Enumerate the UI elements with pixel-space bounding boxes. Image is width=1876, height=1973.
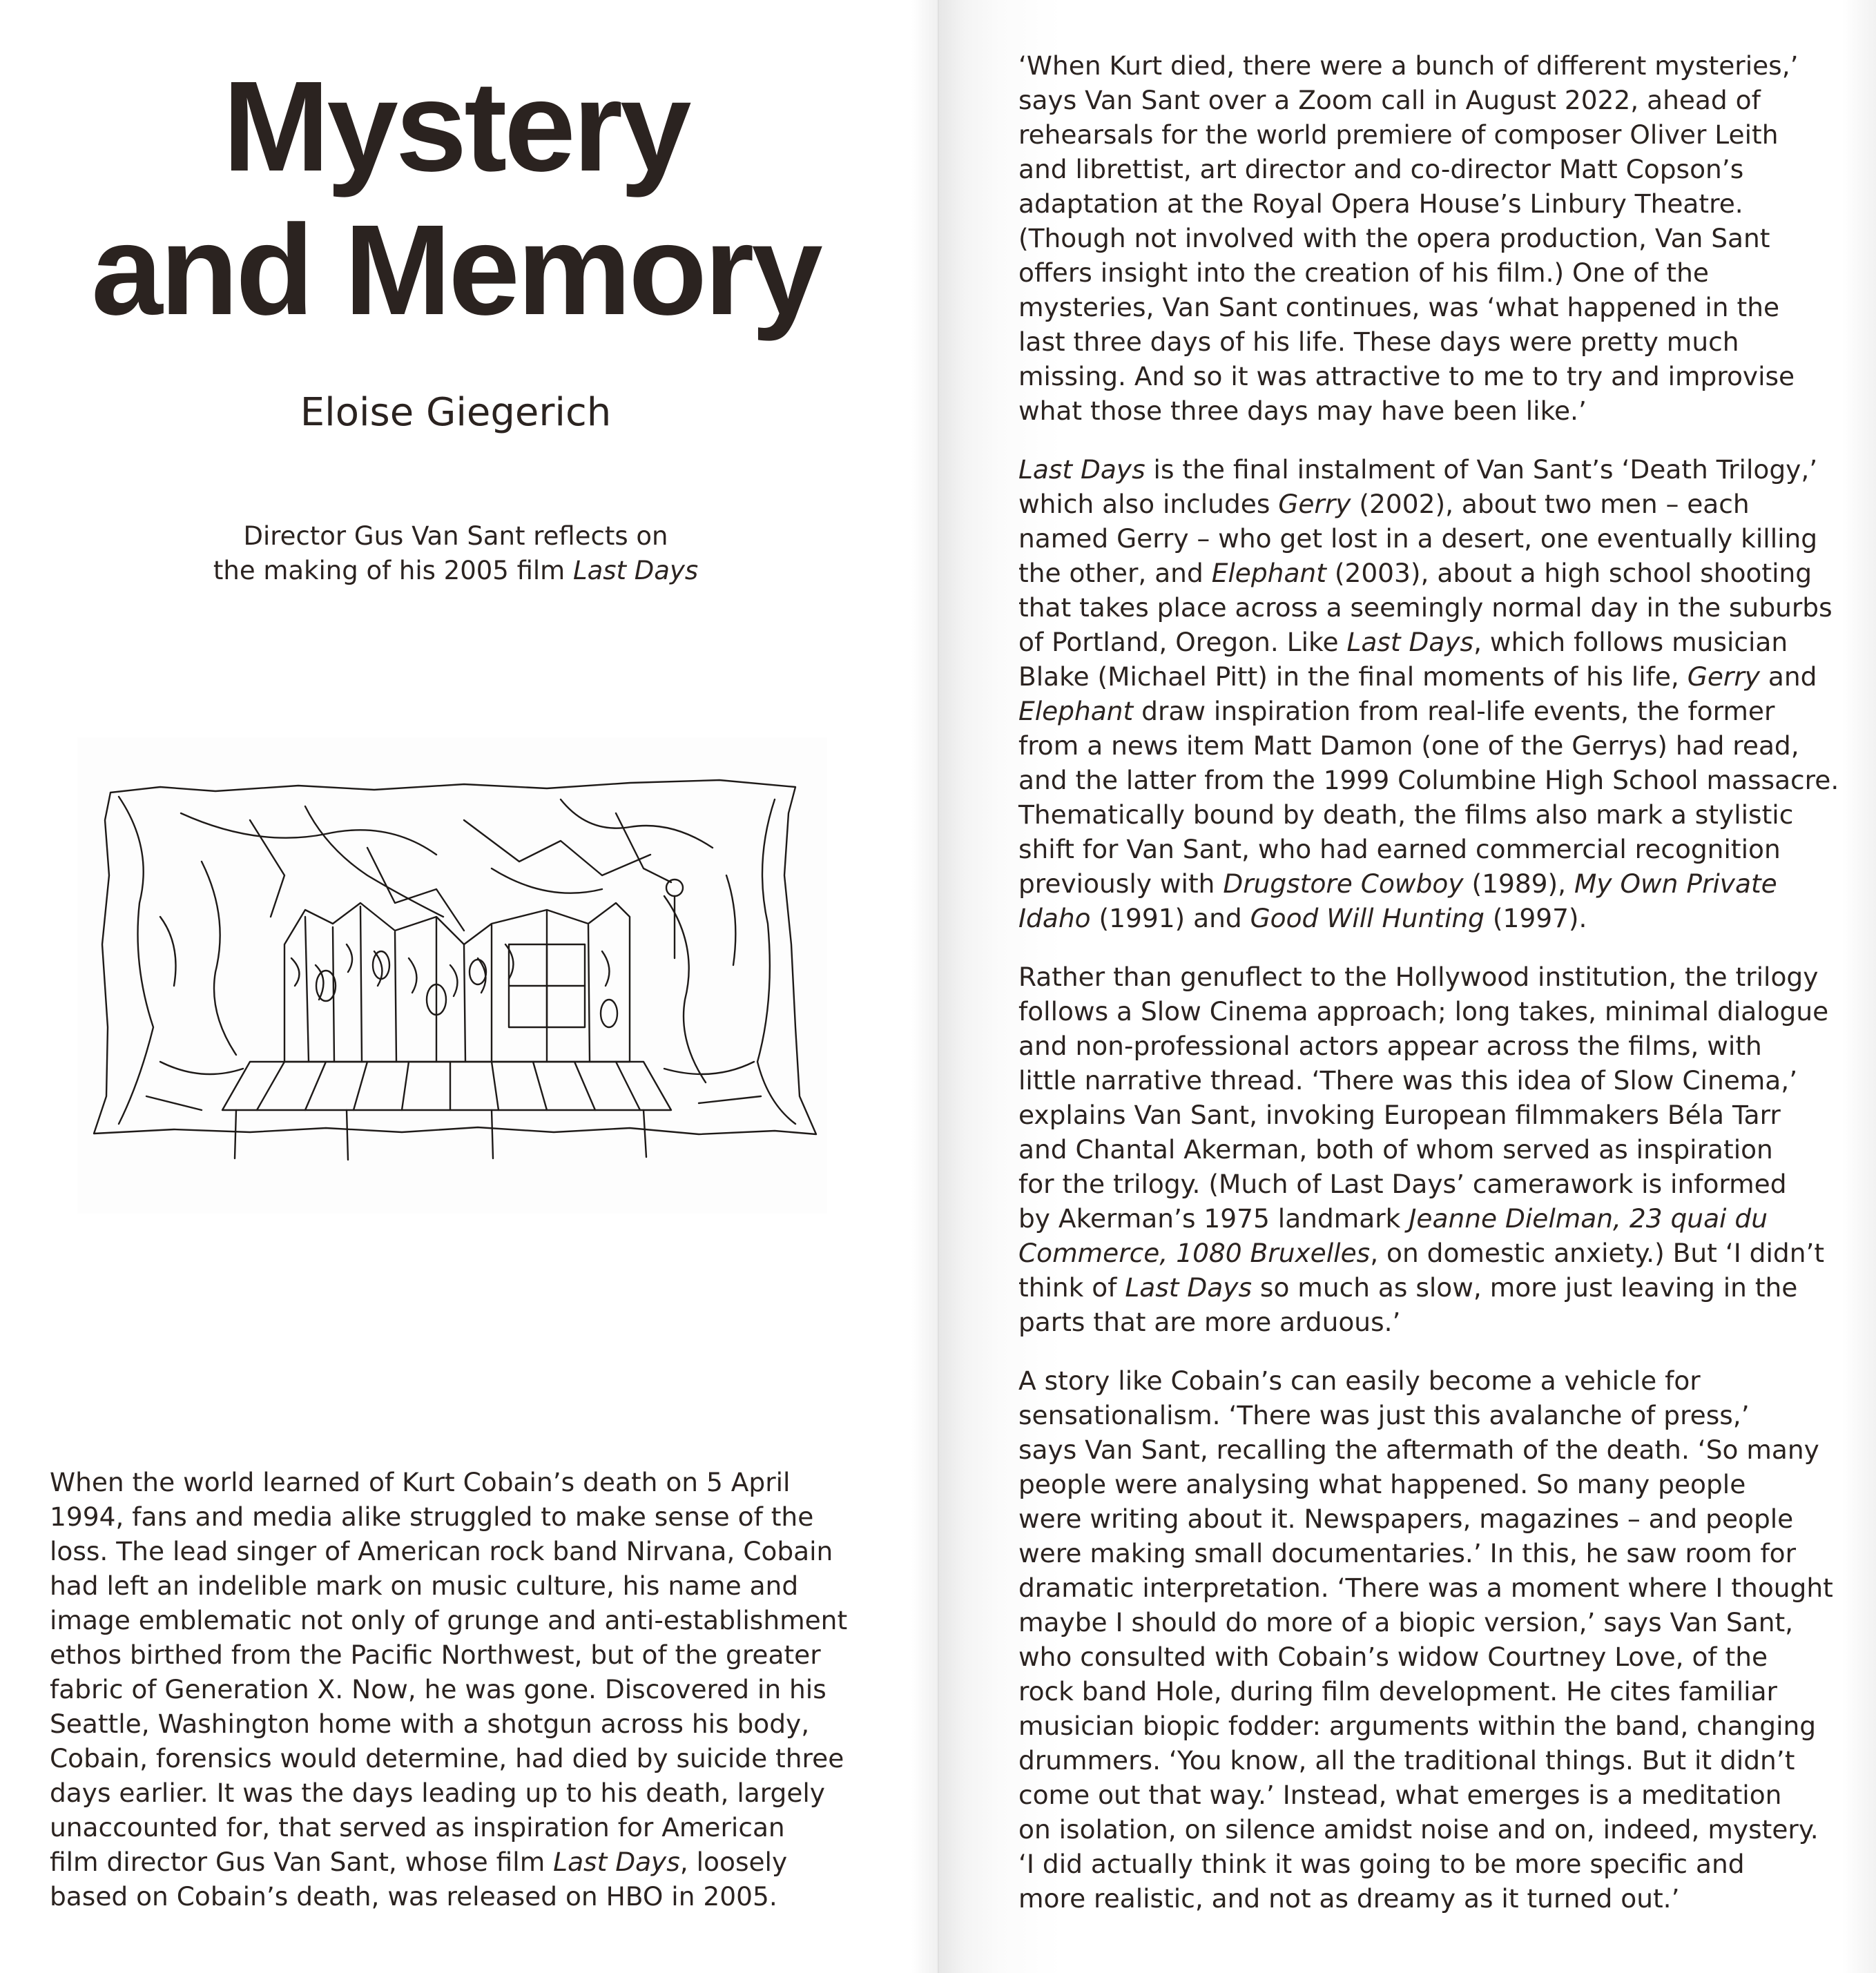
- text-segment: what those three days may have been like.’: [1018, 396, 1587, 426]
- italic-title: Elephant: [1211, 558, 1326, 588]
- text-segment: (Though not involved with the opera production, Van Sant: [1018, 223, 1770, 253]
- text-line: [50, 1810, 851, 1845]
- text-line: [1018, 1812, 1840, 1847]
- text-line: [1018, 866, 1840, 901]
- text-line: [50, 1568, 851, 1603]
- text-segment: the other, and: [1018, 558, 1212, 588]
- text-line: [1018, 728, 1840, 763]
- text-segment: people were analysing what happened. So many people: [1018, 1469, 1746, 1499]
- text-line: [1018, 255, 1840, 290]
- text-segment: based on Cobain’s death, was released on HBO in 2005.: [50, 1881, 777, 1912]
- text-line: [1018, 1674, 1840, 1709]
- body-paragraph: [1018, 48, 1840, 428]
- text-line: [1018, 763, 1840, 797]
- text-line: [50, 1603, 851, 1637]
- italic-title: Jeanne Dielman, 23 quai du: [1409, 1203, 1768, 1234]
- text-line: [50, 1741, 851, 1776]
- text-line: [1018, 1236, 1840, 1270]
- text-line: [1018, 1467, 1840, 1501]
- text-segment: (2002), about two men – each: [1351, 489, 1750, 519]
- text-line: [1018, 1640, 1840, 1674]
- text-segment: on isolation, on silence amidst noise and on, indeed, mystery.: [1018, 1814, 1819, 1845]
- text-line: [1018, 186, 1840, 221]
- text-line: [1018, 694, 1840, 728]
- body-paragraph: [1018, 452, 1840, 935]
- text-line: [1018, 1363, 1840, 1398]
- italic-title: Last Days: [1346, 627, 1474, 657]
- text-segment: rehearsals for the world premiere of composer Oliver Leith: [1018, 119, 1779, 150]
- text-line: [1018, 221, 1840, 255]
- text-segment: so much as slow, more just leaving in the: [1251, 1272, 1798, 1303]
- text-segment: for the trilogy. (Much of Last Days’ camerawork is informed: [1018, 1169, 1787, 1199]
- text-line: [1018, 487, 1840, 521]
- text-line: [50, 1707, 851, 1741]
- text-segment: shift for Van Sant, who had earned commercial recognition: [1018, 834, 1781, 864]
- text-line: [50, 1534, 851, 1568]
- text-line: [1018, 625, 1840, 659]
- text-line: [50, 1672, 851, 1707]
- text-segment: (1997).: [1484, 903, 1587, 933]
- text-line: [1018, 48, 1840, 83]
- italic-title: My Own Private: [1574, 868, 1777, 899]
- title-line-2: and Memory: [91, 199, 820, 342]
- text-segment: were making small documentaries.’ In this, he saw room for: [1018, 1538, 1797, 1568]
- text-segment: and: [1759, 661, 1817, 692]
- text-line: [1018, 994, 1840, 1029]
- text-segment: offers insight into the creation of his film.) One of the: [1018, 257, 1709, 288]
- standfirst-film-title: Last Days: [572, 556, 699, 585]
- text-segment: fabric of Generation X. Now, he was gone. Discovered in his: [50, 1674, 826, 1704]
- text-segment: and librettist, art director and co-director Matt Copson’s: [1018, 154, 1744, 184]
- italic-title: Good Will Hunting: [1250, 903, 1485, 933]
- text-line: [50, 1499, 851, 1534]
- italic-title: Elephant: [1018, 696, 1134, 726]
- text-segment: which also includes: [1018, 489, 1279, 519]
- text-segment: who consulted with Cobain’s widow Courtney Love, of the: [1018, 1642, 1768, 1672]
- text-line: [1018, 393, 1840, 428]
- text-segment: (1991) and: [1090, 903, 1250, 933]
- text-line: [1018, 1778, 1840, 1812]
- text-line: [1018, 452, 1840, 487]
- text-line: [1018, 359, 1840, 393]
- text-line: [1018, 1709, 1840, 1743]
- text-segment: missing. And so it was attractive to me to try and improvise: [1018, 361, 1795, 391]
- text-line: [1018, 324, 1840, 359]
- set-sketch-illustration: [77, 737, 827, 1214]
- text-segment: previously with: [1018, 868, 1224, 899]
- text-line: [1018, 1571, 1840, 1605]
- text-segment: adaptation at the Royal Opera House’s Linbury Theatre.: [1018, 188, 1743, 219]
- text-segment: follows a Slow Cinema approach; long takes, minimal dialogue: [1018, 996, 1829, 1027]
- text-line: [1018, 521, 1840, 556]
- text-segment: Blake (Michael Pitt) in the final moments of his life,: [1018, 661, 1688, 692]
- text-segment: , loosely: [679, 1847, 788, 1877]
- italic-title: Drugstore Cowboy: [1223, 868, 1464, 899]
- standfirst-line-2: [41, 554, 870, 588]
- text-segment: dramatic interpretation. ‘There was a moment where I thought: [1018, 1573, 1833, 1603]
- text-segment: last three days of his life. These days were pretty much: [1018, 327, 1739, 357]
- text-segment: Rather than genuflect to the Hollywood institution, the trilogy: [1018, 962, 1819, 992]
- text-line: [1018, 1098, 1840, 1132]
- text-line: [1018, 797, 1840, 832]
- italic-title: Last Days: [1125, 1272, 1252, 1303]
- text-segment: ethos birthed from the Pacific Northwest, but of the greater: [50, 1640, 821, 1670]
- article-title: [41, 55, 870, 342]
- text-segment: maybe I should do more of a biopic version,’ says Van Sant,: [1018, 1607, 1794, 1637]
- text-segment: come out that way.’ Instead, what emerges is a meditation: [1018, 1780, 1782, 1810]
- italic-title: Gerry: [1687, 661, 1760, 692]
- title-line-1: Mystery: [222, 55, 689, 198]
- text-segment: little narrative thread. ‘There was this idea of Slow Cinema,’: [1018, 1065, 1798, 1096]
- text-line: [1018, 556, 1840, 590]
- text-segment: (1989),: [1463, 868, 1575, 899]
- text-line: [50, 1879, 851, 1914]
- page-gutter-shadow: [911, 0, 939, 1973]
- sketch-drawing: [77, 737, 827, 1214]
- text-segment: is the final instalment of Van Sant’s ‘Death Trilogy,’: [1145, 454, 1818, 485]
- body-paragraph: [1018, 1363, 1840, 1916]
- body-paragraph: [1018, 960, 1840, 1339]
- text-segment: and Chantal Akerman, both of whom served as inspiration: [1018, 1134, 1773, 1165]
- text-line: [1018, 1501, 1840, 1536]
- text-line: [1018, 1432, 1840, 1467]
- text-segment: more realistic, and not as dreamy as it turned out.’: [1018, 1883, 1680, 1914]
- text-segment: says Van Sant over a Zoom call in August 2022, ahead of: [1018, 85, 1761, 115]
- text-line: [1018, 1398, 1840, 1432]
- text-segment: , on domestic anxiety.) But ‘I didn’t: [1370, 1238, 1825, 1268]
- text-line: [1018, 659, 1840, 694]
- author-name: Eloise Giegerich: [300, 390, 612, 435]
- text-segment: film director Gus Van Sant, whose film: [50, 1847, 554, 1877]
- text-segment: and non-professional actors appear across the films, with: [1018, 1031, 1762, 1061]
- italic-title: Commerce, 1080 Bruxelles: [1018, 1238, 1371, 1268]
- text-line: [1018, 960, 1840, 994]
- text-line: [1018, 1847, 1840, 1881]
- text-segment: and the latter from the 1999 Columbine High School massacre.: [1018, 765, 1839, 795]
- text-line: [50, 1465, 851, 1499]
- text-segment: image emblematic not only of grunge and anti-establishment: [50, 1605, 848, 1635]
- text-segment: were writing about it. Newspapers, magazines – and people: [1018, 1504, 1794, 1534]
- text-line: [1018, 1743, 1840, 1778]
- standfirst-text: the making of his 2005 film: [213, 556, 573, 585]
- italic-title: Last Days: [1018, 454, 1145, 485]
- italic-title: Gerry: [1278, 489, 1351, 519]
- text-segment: drummers. ‘You know, all the traditional things. But it didn’t: [1018, 1745, 1795, 1776]
- standfirst-line-1: Director Gus Van Sant reflects on: [243, 521, 668, 551]
- text-segment: A story like Cobain’s can easily become a vehicle for: [1018, 1365, 1701, 1396]
- text-line: [1018, 1536, 1840, 1571]
- text-segment: rock band Hole, during film development. He cites familiar: [1018, 1676, 1777, 1707]
- text-line: [1018, 832, 1840, 866]
- text-segment: unaccounted for, that served as inspiration for American: [50, 1812, 785, 1843]
- text-segment: that takes place across a seemingly normal day in the suburbs: [1018, 592, 1833, 623]
- text-line: [1018, 1201, 1840, 1236]
- intro-paragraph: [50, 1465, 851, 1914]
- text-segment: loss. The lead singer of American rock band Nirvana, Cobain: [50, 1536, 833, 1566]
- text-segment: parts that are more arduous.’: [1018, 1307, 1401, 1337]
- text-segment: musician biopic fodder: arguments within the band, changing: [1018, 1711, 1817, 1741]
- text-segment: Seattle, Washington home with a shotgun across his body,: [50, 1709, 810, 1739]
- text-line: [1018, 1029, 1840, 1063]
- text-segment: had left an indelible mark on music culture, his name and: [50, 1571, 799, 1601]
- text-line: [1018, 152, 1840, 186]
- text-segment: Thematically bound by death, the films also mark a stylistic: [1018, 799, 1794, 830]
- text-line: [1018, 1881, 1840, 1916]
- text-line: [50, 1637, 851, 1672]
- text-segment: Cobain, forensics would determine, had died by suicide three: [50, 1743, 844, 1773]
- text-line: [1018, 117, 1840, 152]
- text-segment: think of: [1018, 1272, 1125, 1303]
- text-segment: (2003), about a high school shooting: [1326, 558, 1812, 588]
- text-segment: of Portland, Oregon. Like: [1018, 627, 1347, 657]
- italic-title: Idaho: [1018, 903, 1091, 933]
- standfirst: [41, 519, 870, 588]
- text-line: [1018, 1132, 1840, 1167]
- text-line: [1018, 1167, 1840, 1201]
- text-segment: 1994, fans and media alike struggled to make sense of the: [50, 1501, 814, 1532]
- text-segment: ‘I did actually think it was going to be more specific and: [1018, 1849, 1745, 1879]
- italic-title: Last Days: [553, 1847, 680, 1877]
- text-line: [1018, 1305, 1840, 1339]
- text-segment: sensationalism. ‘There was just this avalanche of press,’: [1018, 1400, 1750, 1430]
- text-line: [1018, 1063, 1840, 1098]
- article-body-column: [1018, 48, 1840, 1940]
- text-segment: , which follows musician: [1473, 627, 1788, 657]
- text-line: [1018, 290, 1840, 324]
- text-segment: named Gerry – who get lost in a desert, one eventually killing: [1018, 523, 1818, 554]
- text-segment: says Van Sant, recalling the aftermath of the death. ‘So many: [1018, 1435, 1819, 1465]
- text-line: [1018, 83, 1840, 117]
- text-segment: mysteries, Van Sant continues, was ‘what happened in the: [1018, 292, 1780, 322]
- text-line: [1018, 901, 1840, 935]
- text-line: [50, 1845, 851, 1879]
- text-segment: ‘When Kurt died, there were a bunch of different mysteries,’: [1018, 50, 1799, 81]
- text-segment: When the world learned of Kurt Cobain’s death on 5 April: [50, 1467, 791, 1497]
- text-segment: days earlier. It was the days leading up to his death, largely: [50, 1778, 826, 1808]
- text-line: [1018, 590, 1840, 625]
- text-line: [50, 1776, 851, 1810]
- text-line: [1018, 1270, 1840, 1305]
- text-line: [1018, 1605, 1840, 1640]
- text-segment: draw inspiration from real-life events, the former: [1133, 696, 1775, 726]
- text-segment: explains Van Sant, invoking European filmmakers Béla Tarr: [1018, 1100, 1781, 1130]
- text-segment: from a news item Matt Damon (one of the Gerrys) had read,: [1018, 730, 1799, 761]
- text-segment: by Akerman’s 1975 landmark: [1018, 1203, 1409, 1234]
